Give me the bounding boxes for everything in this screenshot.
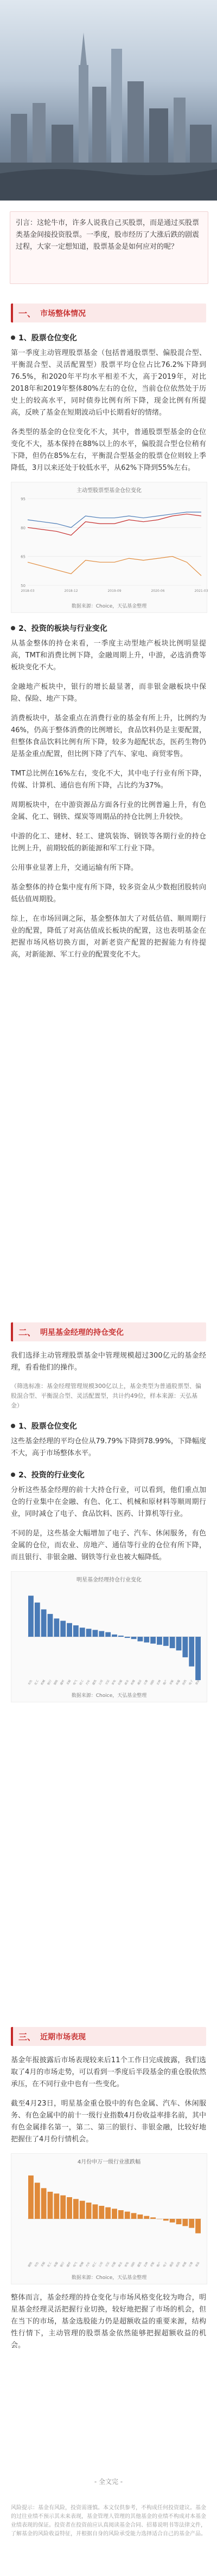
bullet-icon — [11, 626, 15, 630]
x-tick-label: 计算 — [188, 2261, 194, 2268]
x-tick-label: 医药 — [182, 1679, 188, 1686]
bar — [41, 1609, 47, 1637]
subheading-text: 2、投资的行业变化 — [18, 1471, 85, 1480]
x-tick-label: 建材 — [66, 2261, 72, 2268]
y-tick-label: 50 — [21, 584, 25, 588]
x-tick-label: 农林 — [143, 2261, 149, 2268]
x-tick-label: 银行 — [60, 2261, 66, 2268]
bar — [54, 2193, 59, 2219]
x-tick-label: 家电 — [124, 2261, 130, 2268]
paragraph: 截至4月23日，明星基金重仓股中的有色金属、汽车、休闲服务、有色金属中的前十一级行业指数4月份收益率排名前，其中有色金属排名第一，第二、第三的银行、非银金融，比较好地把握住了4月份行情机会。 — [11, 2100, 206, 2144]
x-tick-label: 食品 — [195, 1679, 201, 1686]
paragraph: 金融地产板块中，银行的增长最显著，而非银金融板块中保险、保险、地产下降。 — [11, 683, 206, 703]
x-tick-label: 建筑 — [92, 1679, 98, 1686]
bar — [112, 2209, 117, 2219]
x-tick-label: 食品 — [195, 2261, 201, 2268]
series-line — [28, 557, 201, 576]
bar — [28, 2175, 34, 2219]
section-title-text: 近期市场表现 — [40, 2032, 86, 2042]
y-tick-label: 80 — [21, 526, 25, 531]
chart-title: 4月份申万一级行业涨跌幅 — [77, 2159, 141, 2165]
x-tick-label: 有色 — [27, 1679, 34, 1686]
bar — [189, 1637, 194, 1667]
bar — [163, 1637, 169, 1646]
chart-source: 数据来源：Choice，天弘基金整理 — [71, 2275, 147, 2281]
series-line — [28, 512, 201, 527]
bar — [73, 1625, 79, 1637]
x-tick-label: 采掘 — [66, 1679, 72, 1686]
x-tick-label: 建材 — [60, 1679, 66, 1686]
series-line — [28, 514, 201, 535]
paragraph: TMT总比例在16%左右，变化不大，其中电子行业有所下降，传媒、计算机、通信也有所下降，占比约为37%。 — [11, 770, 206, 790]
bar — [163, 2219, 169, 2220]
x-tick-label: 非银 — [150, 2261, 156, 2268]
bar — [157, 1637, 162, 1645]
x-tick-label: 电气 — [72, 1679, 79, 1686]
section-title — [11, 304, 206, 322]
x-tick-label: 家电 — [111, 1679, 117, 1686]
bar — [99, 1631, 104, 1637]
skyline-graphic — [0, 0, 217, 201]
paragraph: 基金年报披露后市场表现较来后11个工作日完成披露，我们选取了4月的市场走势，可以看到一季度后半段基金的重仓股依然承压，在不同行业中也有一些变化。 — [11, 2056, 206, 2088]
bar — [73, 2199, 79, 2219]
end-mark: - 全文完 - — [94, 2478, 123, 2485]
paragraph: 从基金整体的持仓来看，一季度主动型地产板块比例明显提高，TMT和消费比例下降，金融周期上升，中游，必选消费等板块变化不大。 — [11, 640, 206, 672]
x-tick-label: 汽车 — [85, 1679, 91, 1686]
paragraph: 基金整体的持仓集中度有所下降，较多资金从少数抱团股转向低估值周期股。 — [11, 883, 206, 903]
bar — [176, 2219, 182, 2224]
x-tick-label: 公用 — [98, 2261, 104, 2268]
intro-text: 引言：这轮牛市，许多人说我自己买股票，而是通过买股票类基金间接投资股票。一季度，股市经历了大涨后跌的剧震过程，大家一定想知道，股票基金是如何应对的呢？ — [16, 219, 200, 251]
chart-title: 明星基金经理持仓行业变化 — [76, 1577, 142, 1583]
bar — [118, 2210, 124, 2219]
bar — [60, 2196, 66, 2219]
section-number: 二、 — [18, 1327, 36, 1338]
paragraph: 分析这些基金经理的前十大持仓行业，可以看到，他们重点加仓的行业集中在金融、有色、化工、机械和原材料等顺周期行业，同时减仓了电子、食品饮料、医药、计算机等行业。 — [11, 1486, 206, 1518]
x-tick-label: 机械 — [40, 1679, 46, 1686]
bullet-icon — [11, 1424, 15, 1428]
x-tick-label: 化工 — [47, 2261, 53, 2268]
x-tick-label: 休服 — [53, 2261, 59, 2268]
bar — [35, 1603, 40, 1637]
chart-source: 数据来源：Choice，天弘基金整理 — [71, 1693, 147, 1699]
section-number: 一、 — [18, 308, 36, 319]
x-tick-label: 轻工 — [79, 1679, 85, 1686]
paragraph: 整体而言，基金经理的持仓变化与市场风格变化较为吻合，明星基金经理灵活把握行业切换，较好地把握了市场的机会，但在当下的市场，基金选股能力仍是超额收益的重要来源，结构性行情下，主动管理的股票基金依然能够把握超额收益的机会。 — [11, 2294, 206, 2349]
bar — [86, 1629, 92, 1637]
bar — [189, 2219, 194, 2228]
bar — [54, 1618, 59, 1637]
bar — [99, 2206, 104, 2219]
x-tick-label: 轻工 — [92, 2261, 98, 2268]
paragraph: 不同的是，这些基金大幅增加了电子、汽车、休闲服务，有色金属的仓位，而农业、房地产、通信等行业的仓位有所下降，而且银行、非银金融、钢铁等行业也被大幅降低。 — [11, 1529, 206, 1561]
paragraph: 综上，在市场回调之际，基金整体加大了对低估值、顺周期行业的配置，降低了对高估值成长板块的配置，这也表明基金在把握市场风格切换方面，对新老资产配置的把握能力有待提高，对新能源、军工行业的配置变化不大。 — [11, 915, 206, 959]
paragraph: 这些基金经理的平均仓位从79.79%下降到78.99%，下降幅度不大，高于市场整体水平。 — [11, 1437, 206, 1457]
y-tick-label: 65 — [21, 554, 25, 559]
x-tick-label: 建筑 — [137, 2261, 143, 2268]
subheading-text: 2、投资的板块与行业变化 — [18, 624, 107, 633]
x-tick-label: 国防 — [150, 1679, 156, 1686]
bar — [67, 1623, 72, 1637]
x-tick-label: 电子 — [188, 1679, 194, 1686]
bar — [170, 2219, 175, 2223]
x-tick-label: 电气 — [72, 2261, 79, 2268]
bullet-icon — [11, 335, 15, 340]
bar — [60, 1621, 66, 1637]
bar — [137, 2215, 143, 2219]
bar — [150, 2217, 156, 2219]
y-tick-label: 95 — [21, 497, 25, 501]
section-title — [11, 1322, 206, 1341]
x-tick-label: 通信 — [137, 1679, 143, 1686]
bar — [93, 1630, 98, 1637]
x-tick-label: 通信 — [169, 2261, 175, 2268]
section-recent-market — [0, 2027, 217, 2359]
x-tick-label: 电子 — [162, 2261, 169, 2268]
x-tick-label: 传媒 — [182, 2261, 188, 2268]
x-tick-label: 钢铁 — [53, 1679, 59, 1686]
subheading — [11, 1469, 206, 1480]
bar — [80, 1628, 85, 1637]
bar — [131, 2213, 137, 2219]
bar — [80, 2201, 85, 2219]
chart-plot — [11, 1583, 207, 1686]
bar — [41, 2188, 47, 2219]
bar — [144, 1637, 149, 1643]
x-tick-label: 商业 — [124, 1679, 130, 1686]
x-tick-label: 农林 — [156, 1679, 162, 1686]
bar — [125, 1637, 130, 1638]
bar — [67, 2197, 72, 2219]
x-tick-label: 化工 — [34, 1679, 40, 1686]
bar — [48, 1614, 53, 1637]
chart-source: 数据来源：Choice，天弘基金整理 — [71, 604, 147, 609]
bar — [170, 1637, 175, 1648]
x-tick-label: 汽车 — [85, 2261, 91, 2268]
paragraph: 第一季度主动管理股票基金（包括普通股票型、偏股混合型、平衡混合型、灵活配置型）股票平均仓位占比76.2%下降到76.5%，和2020年平均水平相差不大，高于2019年，对比2018年和2019年整体80%左右的仓位，当前仓位依然处于历史上的较高水平，同时债券比例有所下降，现金比例有所提高，反映了基金在短期波动后中长期看好的情绪。 — [11, 349, 206, 417]
position-line-chart — [11, 482, 207, 613]
paragraph: 消费板块中，基金重点在消费行业的基金有所上升，比例约为46%，仍高于整体消费的比例增长，食品饮料仍是主要配置，但整体食品饮料比例有所下降，较多为超配状态，医药生物仍是基金重点配置，但比例下降了汽车、家电、商贸零售。 — [11, 714, 206, 758]
subheading — [11, 623, 206, 634]
x-tick-label: 地产 — [162, 1679, 169, 1686]
x-tick-label: 纺服 — [111, 2261, 117, 2268]
x-tick-label: 银行 — [47, 1679, 53, 1686]
x-tick-label: 商业 — [117, 2261, 124, 2268]
x-tick-label: 2019-09 — [107, 589, 122, 593]
bar — [105, 2207, 111, 2219]
bar — [150, 1637, 156, 1644]
bar — [176, 1637, 182, 1650]
paragraph: 周期板块中，在中游资源品方面各行业的比例普遍上升，有色金属、化工、钢铁、煤炭等周期品的持仓比例上升较快。 — [11, 801, 206, 821]
bar — [86, 2203, 92, 2219]
bar — [195, 2219, 201, 2233]
section-title — [11, 2027, 206, 2046]
intro-box — [10, 211, 208, 284]
bar — [118, 1636, 124, 1637]
x-tick-label: 机械 — [79, 2261, 85, 2268]
note: （筛选标准：基金经理管理规模300亿以上，基金类型为普通股票型、偏股混合型、平衡混合型、灵活配置型，共计约49位，样本来源：天弘基金） — [11, 1383, 201, 1409]
subheading-text: 1、股票仓位变化 — [18, 334, 77, 343]
chart-plot — [11, 2165, 207, 2268]
x-tick-label: 交运 — [105, 2261, 111, 2268]
section-title-text: 明星基金经理的持仓变化 — [40, 1328, 124, 1337]
bar — [35, 2183, 40, 2219]
bar — [125, 2212, 130, 2219]
x-tick-label: 公用 — [98, 1679, 104, 1686]
bar — [195, 1637, 201, 1680]
section-title-text: 市场整体情况 — [40, 309, 86, 318]
bar — [144, 2216, 149, 2219]
subheading — [11, 1421, 206, 1431]
x-tick-label: 交运 — [105, 1679, 111, 1686]
x-tick-label: 计算 — [143, 1679, 149, 1686]
x-tick-label: 2018-12 — [64, 589, 78, 593]
bar — [28, 1596, 34, 1637]
x-tick-label: 2018-03 — [21, 589, 35, 593]
x-tick-label: 2021-03 — [194, 589, 208, 593]
bar — [182, 1637, 188, 1657]
bar — [182, 2219, 188, 2226]
section-star-managers — [0, 1322, 217, 1710]
subheading — [11, 332, 206, 343]
april-industry-return-chart — [11, 2153, 207, 2284]
section-market — [0, 304, 217, 969]
x-tick-label: 2020-06 — [151, 589, 165, 593]
paragraph: 各类型的基金的仓位变化不大，其中，普通股票型基金的仓位变化不大，基本保持在88%以上的水平，偏股混合型仓位稍有下降，但仍在85%左右，平衡混合型基金的股票仓位则较上季降低，3月以来还处于较低水平，从62%下降到55%左右。 — [11, 428, 206, 472]
x-tick-label: 非银 — [169, 1679, 175, 1686]
x-tick-label: 地产 — [156, 2261, 162, 2268]
x-tick-label: 国防 — [130, 2261, 136, 2268]
bar — [112, 1635, 117, 1637]
x-tick-label: 医药 — [175, 2261, 181, 2268]
city-skyline-image — [0, 0, 217, 201]
x-tick-label: 采掘 — [40, 2261, 46, 2268]
bar — [137, 1637, 143, 1641]
subheading-text: 1、股票仓位变化 — [18, 1422, 77, 1431]
section-number: 三、 — [18, 2032, 36, 2042]
x-tick-label: 钢铁 — [27, 2261, 34, 2268]
industry-change-bar-chart — [11, 1571, 207, 1702]
x-tick-label: 纺服 — [117, 1679, 124, 1686]
x-tick-label: 休服 — [175, 1679, 181, 1686]
bar — [48, 2192, 53, 2219]
x-tick-label: 有色 — [34, 2261, 40, 2268]
chart-plot — [11, 493, 207, 596]
chart-title: 主动型股票型基金仓位变化 — [76, 488, 142, 494]
x-tick-label: 传媒 — [130, 1679, 136, 1686]
bar — [131, 1637, 137, 1639]
paragraph: 公用事业显著上升，交通运输有所下降。 — [11, 864, 138, 872]
bullet-icon — [11, 1473, 15, 1477]
paragraph: 我们选择主动管理股票基金中管理规模超过300亿元的基金经理，看看他们的操作。 — [11, 1352, 206, 1372]
paragraph: 中游的化工、建材、轻工、建筑装饰、钢铁等各期行业的持仓比例上升，前期较低的新能源和军工行业下降。 — [11, 832, 206, 853]
bar — [93, 2204, 98, 2219]
bar — [105, 1632, 111, 1637]
disclaimer: 风险提示：基金有风险，投资需谨慎。本文仅供参考，不构成任何投资建议。基金的过往业绩不预示其未来表现，基金管理人管理的其他基金的业绩不构成对本基金业绩表现的保证。投资者在投资前应认真阅读基金合同、招募说明书等法律文件，了解基金的风险收益特征，并根据自身的风险承受能力选择适合自己的基金产品。 — [11, 2505, 206, 2537]
